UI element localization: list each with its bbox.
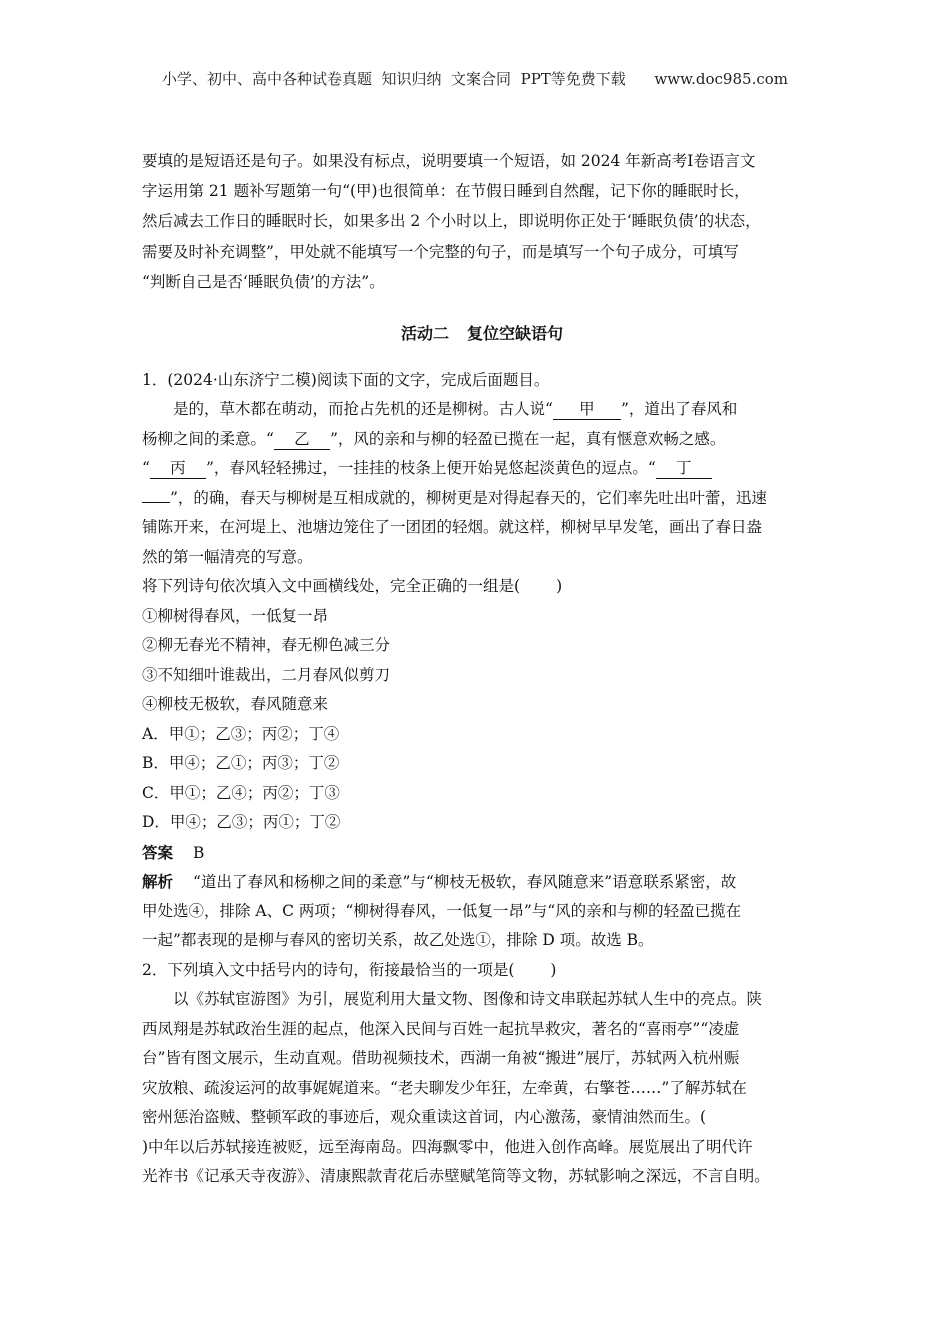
poem-line: ③不知细叶谁裁出，二月春风似剪刀 — [142, 665, 391, 684]
intro-line: 要填的是短语还是句子。如果没有标点，说明要填一个短语，如 2024 年新高考Ⅰ卷语言文 — [142, 152, 756, 170]
option-d: D．甲④；乙③；丙①；丁② — [142, 813, 341, 832]
option-b: B．甲④；乙①；丙③；丁② — [142, 754, 340, 773]
page-content — [142, 146, 822, 1192]
stem-text: 2．下列填入文中括号内的诗句，衔接最恰当的一项是( — [142, 960, 515, 979]
analysis-line: 甲处选④，排除 A、C 两项；“柳树得春风，一低复一昂”与“风的亲和与柳的轻盈已揽在 — [142, 901, 742, 920]
passage-line: 密州惩治盗贼、整顿军政的事迹后，观众重读这首词，内心激荡，豪情油然而生。( — [142, 1108, 707, 1127]
passage-line: 铺陈开来，在河堤上、池塘边笼住了一团团的轻烟。就这样，柳树早早发笔，画出了春日盎 — [142, 518, 763, 537]
question-2 — [142, 956, 822, 1192]
option-c: C．甲①；乙④；丙②；丁③ — [142, 783, 340, 802]
passage-text: ”，的确，春天与柳树是互相成就的，柳树更是对得起春天的，它们率先吐出叶蕾，迅速 — [170, 488, 767, 507]
option-a: A．甲①；乙③；丙②；丁④ — [142, 724, 340, 743]
section-title — [142, 321, 822, 344]
blank-bing: 丙 — [150, 458, 206, 479]
passage-line: 光祚书《记承天寺夜游》、清康熙款青花后赤壁赋笔筒等文物，苏轼影响之深远，不言自明。 — [142, 1167, 770, 1186]
poem-line: ②柳无春光不精神，春无柳色减三分 — [142, 636, 391, 655]
passage-line: )中年以后苏轼接连被贬，远至海南岛。四海飘零中，他进入创作高峰。展览展出了明代许 — [142, 1137, 753, 1156]
blank-ding: 丁 — [656, 458, 712, 479]
blank-jia: 甲 — [553, 399, 621, 420]
blank-yi: 乙 — [274, 429, 330, 450]
intro-line: 需要及时补充调整”，甲处就不能填写一个完整的句子，而是填写一个句子成分，可填写 — [142, 242, 739, 261]
poem-line: ①柳树得春风，一低复一昂 — [142, 606, 329, 625]
page-header: 小学、初中、高中各种试卷真题 知识归纳 文案合同 PPT等免费下载 www.doc985.com — [161, 70, 788, 88]
passage-line: 西凤翔是苏轼政治生涯的起点，他深入民间与百姓一起抗旱救灾，著名的“喜雨亭”“凌虚 — [142, 1019, 740, 1038]
question-2-stem — [142, 956, 822, 986]
analysis-text: “道出了春风和杨柳之间的柔意”与“柳枝无极软，春风随意来”语意联系紧密，故 — [193, 873, 737, 892]
blank-ding-continued — [142, 502, 170, 503]
passage-line — [142, 454, 822, 484]
passage-line: 然的第一幅清亮的写意。 — [142, 547, 313, 566]
passage-text: “ — [142, 459, 150, 478]
intro-line: 然后减去工作日的睡眠时长，如果多出 2 个小时以上，即说明你正处于‘睡眠负债’的状态， — [142, 212, 761, 231]
passage-text: ”，道出了春风和 — [620, 400, 738, 419]
question-1 — [142, 366, 822, 956]
analysis-line: 一起”都表现的是柳与春风的密切关系，故乙处选①，排除 D 项。故选 B。 — [142, 931, 654, 950]
passage-line — [142, 484, 822, 514]
analysis-line — [142, 867, 822, 897]
passage-line — [142, 395, 822, 425]
passage-line — [142, 425, 822, 455]
question-1-prompt — [142, 572, 822, 602]
intro-paragraph — [142, 146, 822, 297]
passage-text: 杨柳之间的柔意。“ — [142, 429, 274, 448]
intro-line: “判断自己是否‘睡眠负债’的方法”。 — [142, 272, 385, 291]
stem-close: ) — [550, 960, 557, 979]
section-title-left: 活动二 — [400, 323, 449, 343]
question-1-stem: 1．(2024·山东济宁二模)阅读下面的文字，完成后面题目。 — [142, 370, 550, 389]
prompt-text: 将下列诗句依次填入文中画横线处，完全正确的一组是( — [142, 577, 521, 596]
intro-line: 字运用第 21 题补写题第一句“(甲)也很简单：在节假日睡到自然醒，记下你的睡眠时长， — [142, 182, 750, 201]
passage-text: 是的，草木都在萌动，而抢占先机的还是柳树。古人说“ — [173, 400, 553, 419]
analysis-label: 解析 — [142, 872, 174, 892]
section-title-right: 复位空缺语句 — [467, 323, 564, 343]
passage-line: 灾放粮、疏浚运河的故事娓娓道来。“老夫聊发少年狂，左牵黄，右擎苍……”了解苏轼在 — [142, 1078, 747, 1097]
prompt-close: ) — [556, 577, 563, 596]
answer-value: B — [193, 843, 205, 862]
passage-text: ”，风的亲和与柳的轻盈已揽在一起，真有惬意欢畅之感。 — [329, 429, 726, 448]
passage-text: ”，春风轻轻拂过，一挂挂的枝条上便开始晃悠起淡黄色的逗点。“ — [205, 459, 656, 478]
passage-line: 以《苏轼宦游图》为引，展览利用大量文物、图像和诗文串联起苏轼人生中的亮点。陕 — [173, 990, 763, 1009]
answer-label: 答案 — [142, 842, 174, 862]
passage-line: 台”皆有图文展示，生动直观。借助视频技术，西湖一角被“搬进”展厅，苏轼两入杭州赈 — [142, 1049, 740, 1068]
poem-line: ④柳枝无极软，春风随意来 — [142, 695, 329, 714]
answer-line — [142, 838, 822, 868]
